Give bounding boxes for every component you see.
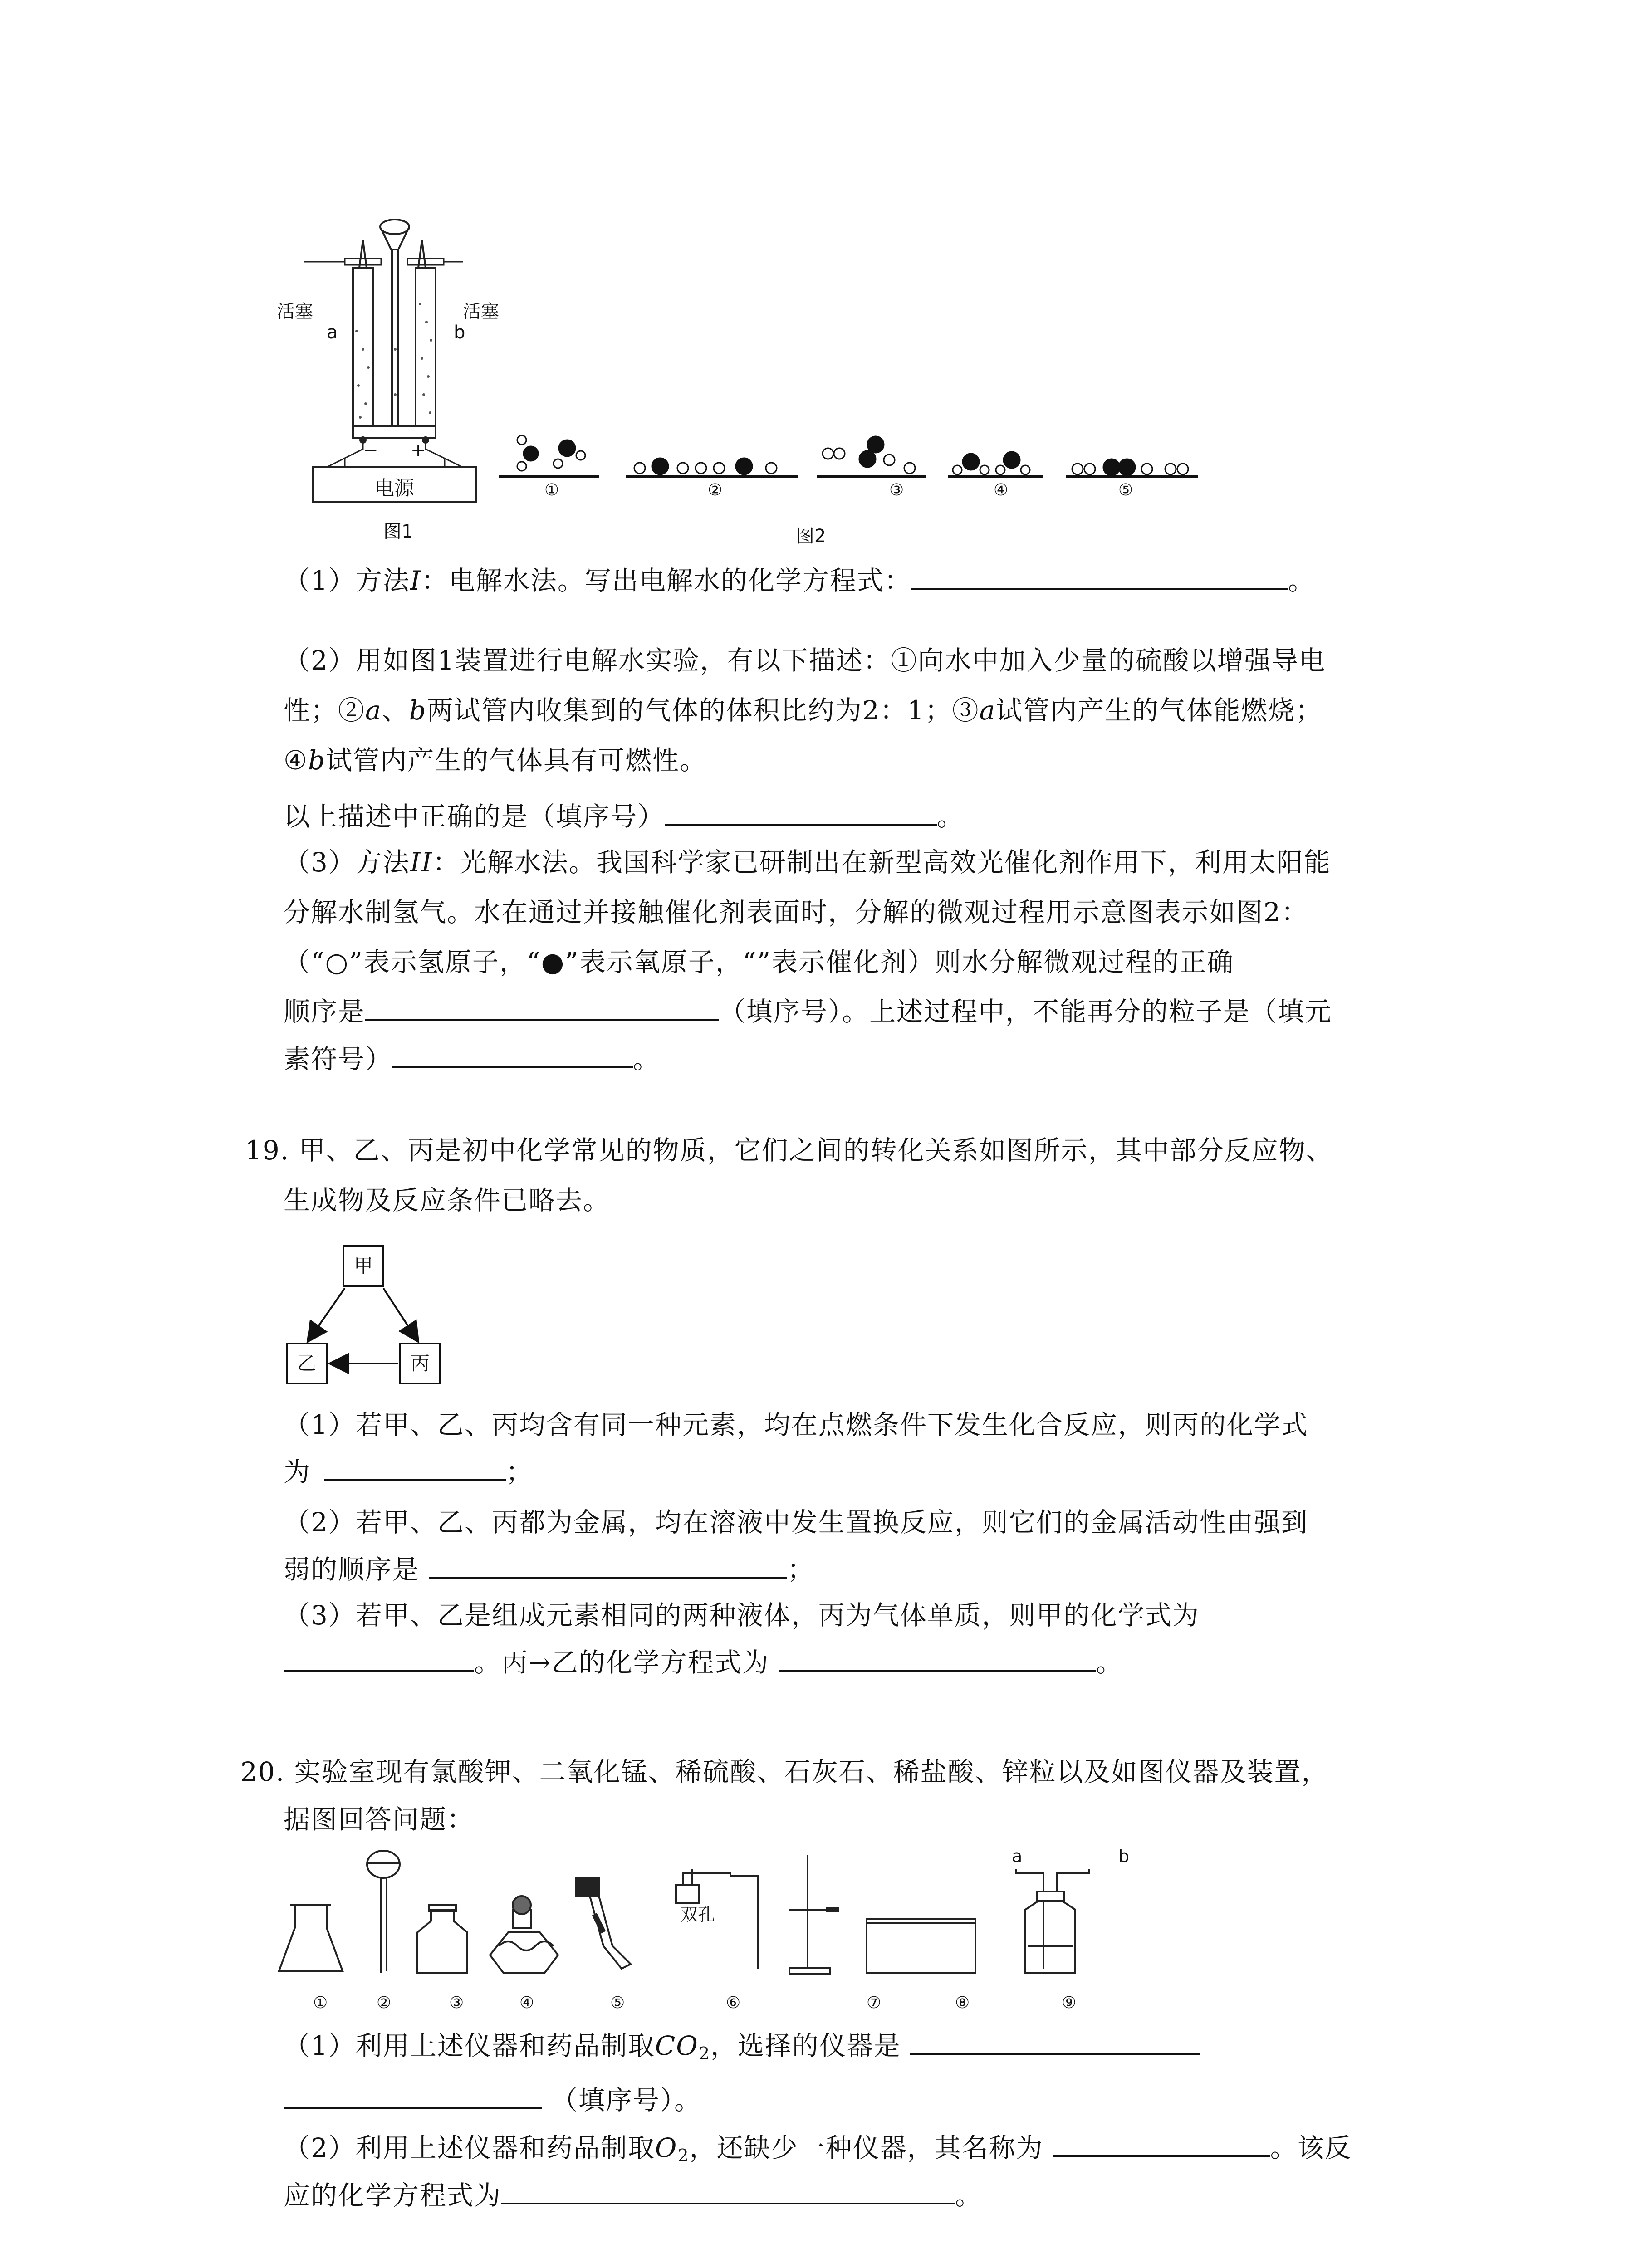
q19-part1-line2: 为 ； [284,1454,533,1488]
fig2-label-3: ③ [889,481,904,499]
q19-arrows [281,1243,454,1388]
fig2-label-5: ⑤ [1118,481,1133,499]
q18-part2-line1: （2）用如图1装置进行电解水实验，有以下描述：①向水中加入少量的硫酸以增强导电 [284,645,1326,676]
q20-app-label-8: ⑧ [955,1994,970,2012]
q20-stem-line1: 20. 实验室现有氯酸钾、二氧化锰、稀硫酸、石灰石、稀盐酸、锌粒以及如图仪器及装置， [240,1756,1329,1787]
figure-1-electrolysis-apparatus [272,213,508,513]
tube-b-label: b [454,322,465,343]
q20-app-label-7: ⑦ [867,1994,882,2012]
q19-part2-line1: （2）若甲、乙、丙都为金属，均在溶液中发生置换反应，则它们的金属活动性由强到 [284,1507,1308,1538]
valve-right-label: 活塞 [463,301,499,322]
q18-part3-line3: （“○”表示氢原子，“●”表示氧原子，“”表示催化剂）则水分解微观过程的正确 [284,947,1234,978]
q19-part3-line1: （3）若甲、乙是组成元素相同的两种液体，丙为气体单质，则甲的化学式为 [284,1600,1200,1631]
fig2-label-4: ④ [994,481,1009,499]
q20-app-label-5: ⑤ [610,1994,625,2012]
q18-answer-blank-3[interactable] [365,993,719,1021]
power-source-label: 电源 [374,477,414,500]
q20-answer-blank-3[interactable] [1053,2130,1270,2157]
q18-part3-line1: （3）方法II：光解水法。我国科学家已研制出在新型高效光催化剂作用下，利用太阳能 [284,847,1331,878]
q19-part1-line1: （1）若甲、乙、丙均含有同一种元素，均在点燃条件下发生化合反应，则丙的化学式 [284,1409,1308,1440]
q18-part2-line4: 以上描述中正确的是（填序号） 。 [284,798,964,833]
q19-answer-blank-1[interactable] [324,1454,506,1481]
fig2-label-2: ② [708,481,723,499]
q18-part2-line3: ④b试管内产生的气体具有可燃性。 [284,745,707,776]
q20-app-label-1: ① [313,1994,328,2012]
electrode-minus-label: − [363,440,378,461]
q20-app-label-6: ⑥ [726,1994,741,2012]
q20-bottle-b-label: b [1118,1846,1130,1866]
q19-part2-line2: 弱的顺序是 ； [284,1551,814,1586]
q18-part3-line4: 顺序是 （填序号）。上述过程中，不能再分的粒子是（填元 [284,993,1332,1028]
q20-answer-blank-2[interactable] [284,2082,542,2109]
electrode-plus-label: + [411,440,426,461]
valve-left-label: 活塞 [277,301,313,322]
q18-part3-line2: 分解水制氢气。水在通过并接触催化剂表面时，分解的微观过程用示意图表示如图2： [284,897,1308,928]
tube-a-label: a [327,322,338,343]
q20-app-label-9: ⑨ [1062,1994,1077,2012]
fig2-label-1: ① [544,481,559,499]
q19-stem-line1: 19. 甲、乙、丙是初中化学常见的物质，它们之间的转化关系如图所示，其中部分反应物、 [245,1135,1333,1166]
q19-box-bing: 丙 [399,1343,441,1384]
q18-answer-blank-4[interactable] [392,1041,633,1068]
q20-answer-blank-4[interactable] [501,2177,955,2204]
q18-part3-line5: 素符号） 。 [284,1041,660,1075]
q20-app-label-4: ④ [519,1994,534,2012]
q20-bottle-a-label: a [1012,1846,1023,1866]
q20-apparatus-figure [277,1842,1166,1987]
q18-answer-blank-2[interactable] [665,798,937,826]
q20-app-label-2: ② [377,1994,392,2012]
q18-part2-line2: 性；②a、b两试管内收集到的气体的体积比约为2：1；③a试管内产生的气体能燃烧； [284,695,1323,726]
q20-dual-hole-label: 双孔 [681,1905,715,1925]
q20-part1-line2: （填序号）。 [284,2082,701,2116]
q19-answer-blank-2[interactable] [429,1551,787,1579]
figure-1-caption: 图1 [383,521,413,542]
q18-part1: （1）方法I：电解水法。写出电解水的化学方程式： 。 [284,562,1315,597]
figure-2-caption: 图2 [796,526,826,547]
q18-answer-blank-1[interactable] [911,562,1288,590]
q19-box-yi: 乙 [286,1343,328,1384]
q19-stem-line2: 生成物及反应条件已略去。 [284,1185,611,1216]
q20-part2-line2: 应的化学方程式为 。 [284,2177,982,2212]
q19-answer-blank-3[interactable] [284,1644,474,1672]
q20-part1-line1: （1）利用上述仪器和药品制取$CO_2$，选择的仪器是 [284,2028,1200,2070]
q20-part2-line1: （2）利用上述仪器和药品制取$O_2$，还缺少一种仪器，其名称为 。该反 [284,2130,1352,2172]
q19-box-jia: 甲 [343,1245,384,1287]
q20-app-label-3: ③ [449,1994,464,2012]
q19-answer-blank-4[interactable] [779,1644,1096,1672]
q20-answer-blank-1[interactable] [910,2028,1200,2055]
figure-2-micro-process [490,426,1216,490]
q19-part3-line2: 。丙→乙的化学方程式为 。 [284,1644,1123,1679]
q20-stem-line2: 据图回答问题： [284,1804,475,1835]
